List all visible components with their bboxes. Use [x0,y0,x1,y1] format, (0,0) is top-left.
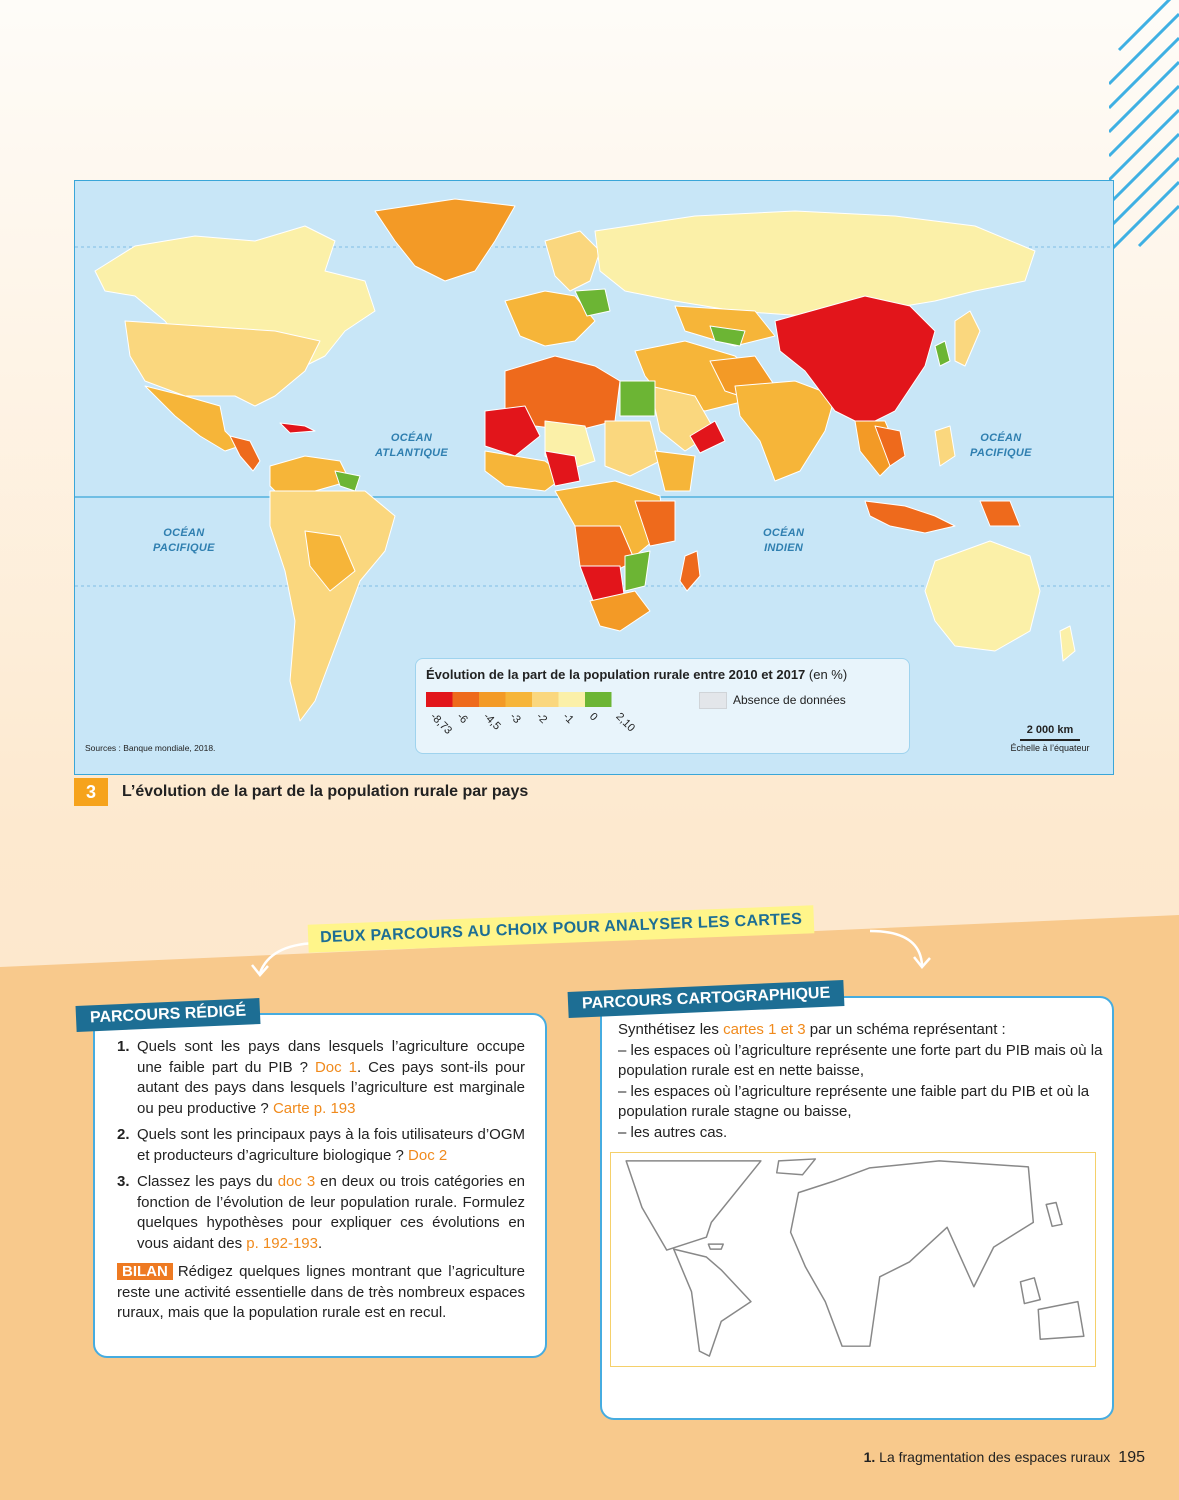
question-3: 3. Classez les pays du doc 3 en deux ou trois catégories en fonction de l’évolution de leur population rurale. Formulez quelques hypothèses pour expliquer ces évolutions en vous aidant des p. 192-193. [117,1173,526,1252]
legend-tick-label: -6 [454,710,470,727]
south-america [270,491,395,721]
synthesis-intro: Synthétisez les cartes 1 et 3 par un schéma représentant : [618,1021,1006,1038]
greenland [375,199,515,281]
map-scale [995,724,1105,753]
synthesis-instructions [618,1020,1103,1143]
bilan: BILAN Rédigez quelques lignes montrant que l’agriculture reste une activité essentielle dans de très nombreux espaces ruraux, mais que la population rurale est en recul. [117,1263,525,1321]
legend-swatch [479,692,506,707]
parcours-cartographique-tag: PARCOURS CARTOGRAPHIQUE [568,980,845,1018]
bilan-label: BILAN [117,1263,173,1280]
ocean-label-pacific-east: OCÉAN PACIFIQUE [970,432,1032,459]
south-asia [735,381,835,481]
legend-tick-label: -4,5 [480,710,503,733]
legend-tick-label: -1 [560,710,576,727]
legend-title: Évolution de la part de la population rurale entre 2010 et 2017 (en %) [426,667,848,682]
sudan [605,421,660,476]
legend-tick-label: -2 [533,710,550,727]
legend-swatch [426,692,453,707]
synthesis-line-2: – les espaces où l’agriculture représente une faible part du PIB et où la population rurale stagne ou baisse, [618,1082,1090,1120]
carte-link[interactable]: Carte p. 193 [272,1099,356,1117]
synthesis-line-3: – les autres cas. [618,1123,728,1141]
legend-swatch [585,692,612,707]
no-data-swatch [699,692,727,709]
ocean-label-atlantic: OCÉAN ATLANTIQUE [375,432,449,459]
decorative-stripes [1109,0,1179,260]
scale-bar [1020,739,1080,741]
new-zealand [1060,626,1075,661]
synthesis-line-1: – les espaces où l’agriculture représente une forte part du PIB mais où la population rurale est en nette baisse, [618,1041,1103,1079]
guyanas [335,471,360,491]
doc-3-link[interactable]: doc 3 [277,1173,316,1190]
new-guinea [980,501,1020,526]
central-america [230,436,260,471]
philippines [935,426,955,466]
question-list [117,1037,525,1330]
choice-title: DEUX PARCOURS AU CHOIX POUR ANALYSER LES CARTES [308,905,815,952]
scandinavia [545,231,600,291]
legend-tick-label: 0 [586,710,600,724]
indonesia [865,501,955,533]
egypt [620,381,655,416]
madagascar [680,551,700,591]
page-number: 195 [1118,1449,1145,1466]
legend-scale [416,659,676,755]
parcours-cartographique-panel [600,996,1114,1420]
question-2: 2. Quels sont les principaux pays à la fois utilisateurs d’OGM et producteurs d’agriculture biologique ? Doc 2 [117,1126,525,1164]
legend-swatch [532,692,559,707]
doc-1-link[interactable]: Doc 1 [314,1058,357,1076]
chapter-title: La fragmentation des espaces ruraux [879,1449,1111,1465]
map-legend [415,658,910,754]
scale-note: Échelle à l’équateur [1010,743,1090,753]
legend-tick-label: -3 [507,710,523,727]
figure-caption: L’évolution de la part de la population rurale par pays [122,783,529,800]
no-data-label: Absence de données [733,693,846,707]
figure-number: 3 [74,778,108,806]
world-map [74,180,1114,775]
legend-tick-label: 2,10 [613,710,638,735]
legend-tick-label: -8,73 [427,710,455,737]
cartes-link[interactable]: cartes 1 et 3 [723,1021,806,1038]
scale-value: 2 000 km [1026,724,1074,736]
question-1: 1. Quels sont les pays dans lesquels l’agriculture occupe une faible part du PIB ? Doc 1. Ces pays sont-ils pour autant des pays dans lesquels l’agriculture est marginale ou peu productive ? Carte p. 193 [117,1038,526,1117]
russia [595,211,1035,316]
legend-swatch [559,692,586,707]
ocean-label-indian: OCÉAN INDIEN [763,527,805,554]
legend-swatch [453,692,480,707]
horn-of-africa [655,451,695,491]
mozambique [625,551,650,591]
legend-swatch [506,692,533,707]
caribbean [280,423,315,433]
ocean-label-pacific-west: OCÉAN PACIFIQUE [153,527,215,554]
doc-2-link[interactable]: Doc 2 [408,1146,448,1164]
parcours-redige-panel [93,1013,547,1358]
map-sources: Sources : Banque mondiale, 2018. [85,743,216,753]
japan [955,311,980,366]
australia [925,541,1040,651]
world-sketch-template [610,1152,1096,1367]
korea [935,341,950,366]
parcours-redige-tag: PARCOURS RÉDIGÉ [76,998,261,1032]
pages-link[interactable]: p. 192-193 [246,1234,318,1252]
page-footer: 1. La fragmentation des espaces ruraux 195 [863,1449,1145,1466]
